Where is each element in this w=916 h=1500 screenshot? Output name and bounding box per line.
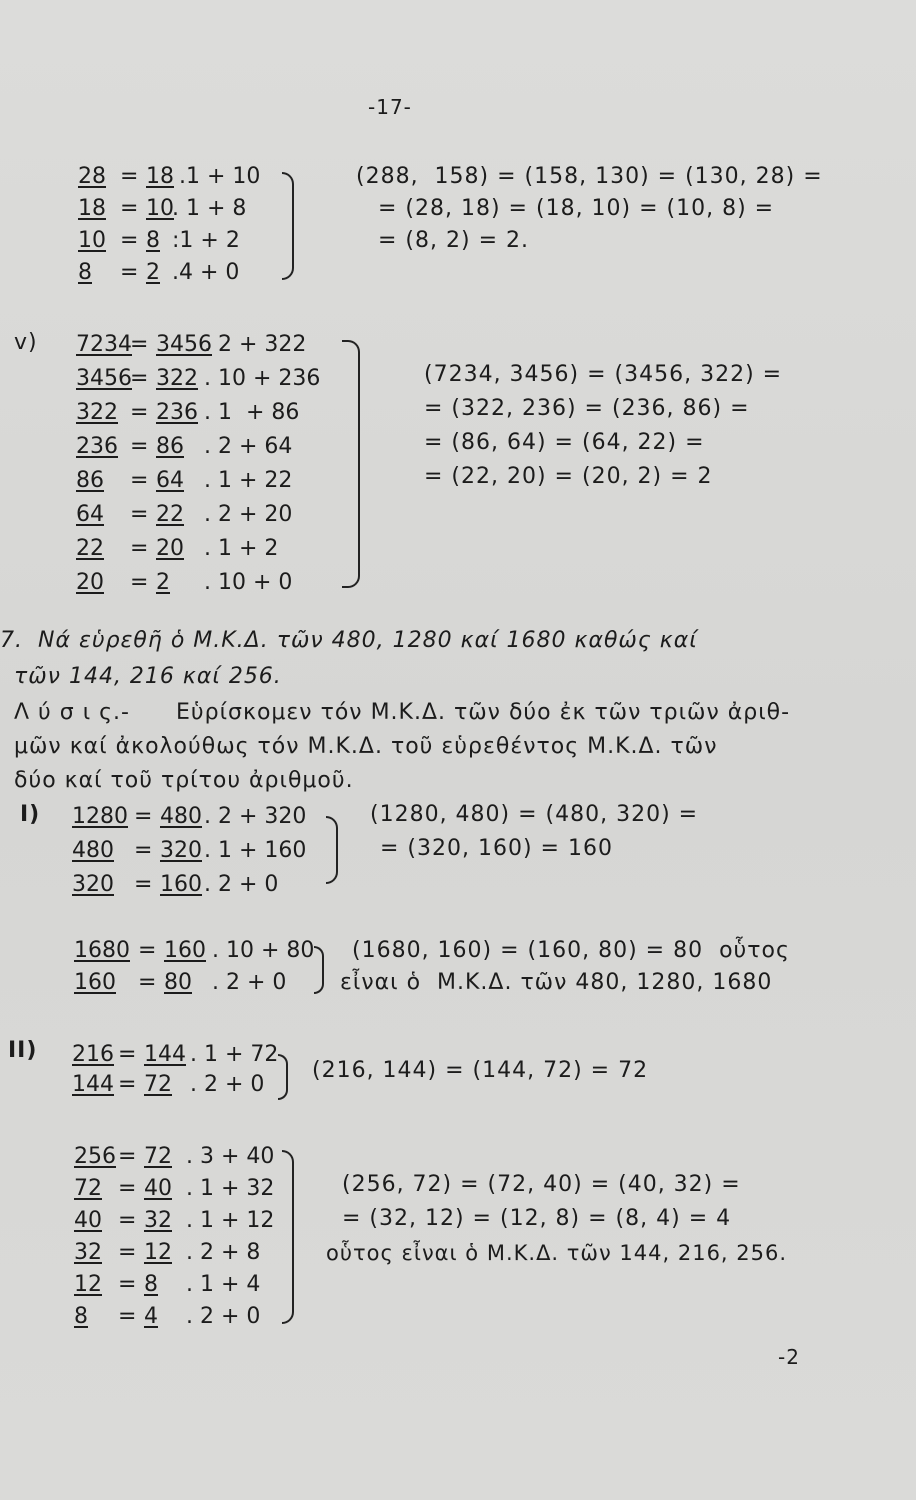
part-i-brace [326, 816, 338, 884]
gcd-line: = (22, 20) = (20, 2) = 2 [424, 464, 713, 489]
quotient-remainder: . 2 + 20 [204, 502, 293, 527]
block-a-divisions [78, 164, 308, 294]
dividend: 20 [76, 570, 104, 595]
block-v-gcd [424, 362, 782, 490]
quotient-remainder: . 2 + 320 [204, 804, 307, 829]
quotient-remainder: . 10 + 80 [212, 938, 315, 963]
quotient-remainder: .1 + 10 [172, 164, 261, 189]
quotient-remainder: . 1 + 22 [204, 468, 293, 493]
problem-line-2: τῶν 144, 216 καί 256. [14, 664, 282, 689]
solution-line-2: μῶν καί ἀκολούθως τόν Μ.Κ.Δ. τοῦ εὑρεθέντος Μ.Κ.Δ. τῶν [14, 734, 718, 759]
quotient-remainder: . 1 + 8 [172, 196, 247, 221]
part-ii-brace [278, 1054, 288, 1100]
divisor: 64 [156, 468, 184, 493]
divisor: 8 [144, 1272, 158, 1297]
equals-sign: = [118, 1072, 137, 1097]
divisor: 144 [144, 1042, 186, 1067]
part-ii-label: II) [8, 1038, 38, 1063]
part-ii-divisions-2 [74, 1144, 294, 1334]
quotient-remainder: . 1 + 160 [204, 838, 307, 863]
divisor: 160 [160, 872, 202, 897]
quotient-remainder: . 1 + 4 [186, 1272, 261, 1297]
equals-sign: = [134, 804, 153, 829]
gcd-line: = (8, 2) = 2. [378, 228, 529, 253]
divisor: 4 [144, 1304, 158, 1329]
divisor: 2 [156, 570, 170, 595]
dividend: 236 [76, 434, 118, 459]
gcd-line: (1280, 480) = (480, 320) = [370, 802, 699, 827]
divisor: 72 [144, 1072, 172, 1097]
gcd-line: = (28, 18) = (18, 10) = (10, 8) = [378, 196, 775, 221]
footer-mark: -2 [778, 1345, 800, 1369]
equals-sign: = [120, 228, 139, 253]
divisor: 80 [164, 970, 192, 995]
block-v-label: v) [14, 330, 38, 355]
part-i-divisions [72, 804, 332, 904]
gcd-line: (288, 158) = (158, 130) = (130, 28) = [356, 164, 823, 189]
dividend: 8 [74, 1304, 88, 1329]
dividend: 3456 [76, 366, 132, 391]
dividend: 12 [74, 1272, 102, 1297]
equals-sign: = [118, 1208, 137, 1233]
equals-sign: = [118, 1042, 137, 1067]
equals-sign: = [118, 1272, 137, 1297]
divisor: 8 [146, 228, 160, 253]
dividend: 86 [76, 468, 104, 493]
gcd-line: (256, 72) = (72, 40) = (40, 32) = [342, 1172, 741, 1197]
quotient-remainder: . 10 + 0 [204, 570, 293, 595]
dividend: 10 [78, 228, 106, 253]
equals-sign: = [134, 872, 153, 897]
equals-sign: = [130, 502, 149, 527]
page-number: -17- [368, 95, 412, 119]
equals-sign: = [130, 366, 149, 391]
equals-sign: = [120, 196, 139, 221]
divisor: 12 [144, 1240, 172, 1265]
gcd-line: (7234, 3456) = (3456, 322) = [424, 362, 783, 387]
part-i-gcd [370, 802, 698, 862]
equals-sign: = [118, 1240, 137, 1265]
equals-sign: = [118, 1304, 137, 1329]
part-ii-gcd-line: (216, 144) = (144, 72) = 72 [312, 1058, 649, 1083]
problem-number: 7. [0, 628, 23, 653]
quotient-remainder: . 2 + 0 [204, 872, 279, 897]
divisor: 2 [146, 260, 160, 285]
block-a-gcd [356, 164, 823, 254]
dividend: 64 [76, 502, 104, 527]
gcd-line: = (32, 12) = (12, 8) = (8, 4) = 4 [342, 1206, 732, 1231]
divisor: 86 [156, 434, 184, 459]
block-v-brace [342, 340, 360, 588]
dividend: 32 [74, 1240, 102, 1265]
equals-sign: = [130, 570, 149, 595]
dividend: 22 [76, 536, 104, 561]
equals-sign: = [130, 536, 149, 561]
equals-sign: = [138, 970, 157, 995]
dividend: 216 [72, 1042, 114, 1067]
dividend: 144 [72, 1072, 114, 1097]
quotient-remainder: . 1 + 72 [190, 1042, 279, 1067]
dividend: 320 [72, 872, 114, 897]
quotient-remainder: . 10 + 236 [204, 366, 321, 391]
quotient-remainder: . 1 + 2 [204, 536, 279, 561]
equals-sign: = [118, 1176, 137, 1201]
part-i-gcd2-line-2: εἶναι ὁ Μ.Κ.Δ. τῶν 480, 1280, 1680 [340, 970, 773, 995]
quotient-remainder: . 2 + 322 [204, 332, 307, 357]
quotient-remainder: . 1 + 12 [186, 1208, 275, 1233]
divisor: 10 [146, 196, 174, 221]
divisor: 236 [156, 400, 198, 425]
equals-sign: = [130, 332, 149, 357]
quotient-remainder: . 2 + 0 [190, 1072, 265, 1097]
part-ii-divisions [72, 1042, 282, 1112]
gcd-line: = (320, 160) = 160 [380, 836, 613, 861]
quotient-remainder: . 3 + 40 [186, 1144, 275, 1169]
equals-sign: = [138, 938, 157, 963]
quotient-remainder: . 1 + 86 [204, 400, 300, 425]
solution-label: Λ ύ σ ι ς.- [14, 700, 130, 725]
part-ii-gcd2 [326, 1172, 787, 1266]
divisor: 320 [160, 838, 202, 863]
gcd-line: οὗτος εἶναι ὁ Μ.Κ.Δ. τῶν 144, 216, 256. [326, 1241, 788, 1265]
problem-line-1: Νά εὑρεθῆ ὁ Μ.Κ.Δ. τῶν 480, 1280 καί 1680 καθώς καί [38, 628, 698, 653]
quotient-remainder: . 2 + 8 [186, 1240, 261, 1265]
divisor: 3456 [156, 332, 212, 357]
dividend: 8 [78, 260, 92, 285]
gcd-line: = (86, 64) = (64, 22) = [424, 430, 705, 455]
divisor: 480 [160, 804, 202, 829]
part-ii-brace-2 [282, 1150, 294, 1324]
dividend: 72 [74, 1176, 102, 1201]
equals-sign: = [118, 1144, 137, 1169]
part-i-brace-2 [314, 946, 324, 994]
quotient-remainder: .4 + 0 [172, 260, 240, 285]
dividend: 28 [78, 164, 106, 189]
equals-sign: = [130, 434, 149, 459]
block-v-divisions [76, 332, 336, 602]
equals-sign: = [120, 164, 139, 189]
divisor: 160 [164, 938, 206, 963]
divisor: 20 [156, 536, 184, 561]
quotient-remainder: . 2 + 0 [186, 1304, 261, 1329]
dividend: 40 [74, 1208, 102, 1233]
divisor: 18 [146, 164, 174, 189]
quotient-remainder: . 2 + 0 [212, 970, 287, 995]
part-i-gcd2-line-1: (1680, 160) = (160, 80) = 80 οὗτος [352, 938, 790, 963]
solution-line-3: δύο καί τοῦ τρίτου ἀριθμοῦ. [14, 768, 354, 793]
divisor: 22 [156, 502, 184, 527]
equals-sign: = [120, 260, 139, 285]
dividend: 322 [76, 400, 118, 425]
quotient-remainder: . 1 + 32 [186, 1176, 275, 1201]
dividend: 160 [74, 970, 116, 995]
part-i-divisions-2 [74, 938, 324, 1008]
dividend: 480 [72, 838, 114, 863]
solution-line-1: Εὑρίσκομεν τόν Μ.Κ.Δ. τῶν δύο ἐκ τῶν τριῶν ἀριθ- [176, 700, 791, 725]
divisor: 40 [144, 1176, 172, 1201]
dividend: 7234 [76, 332, 132, 357]
dividend: 256 [74, 1144, 116, 1169]
block-a-brace [282, 172, 294, 280]
part-i-label: I) [20, 802, 41, 827]
divisor: 72 [144, 1144, 172, 1169]
gcd-line: = (322, 236) = (236, 86) = [424, 396, 750, 421]
dividend: 1280 [72, 804, 128, 829]
equals-sign: = [130, 400, 149, 425]
equals-sign: = [130, 468, 149, 493]
divisor: 32 [144, 1208, 172, 1233]
dividend: 1680 [74, 938, 130, 963]
quotient-remainder: :1 + 2 [172, 228, 240, 253]
dividend: 18 [78, 196, 106, 221]
quotient-remainder: . 2 + 64 [204, 434, 293, 459]
equals-sign: = [134, 838, 153, 863]
divisor: 322 [156, 366, 198, 391]
